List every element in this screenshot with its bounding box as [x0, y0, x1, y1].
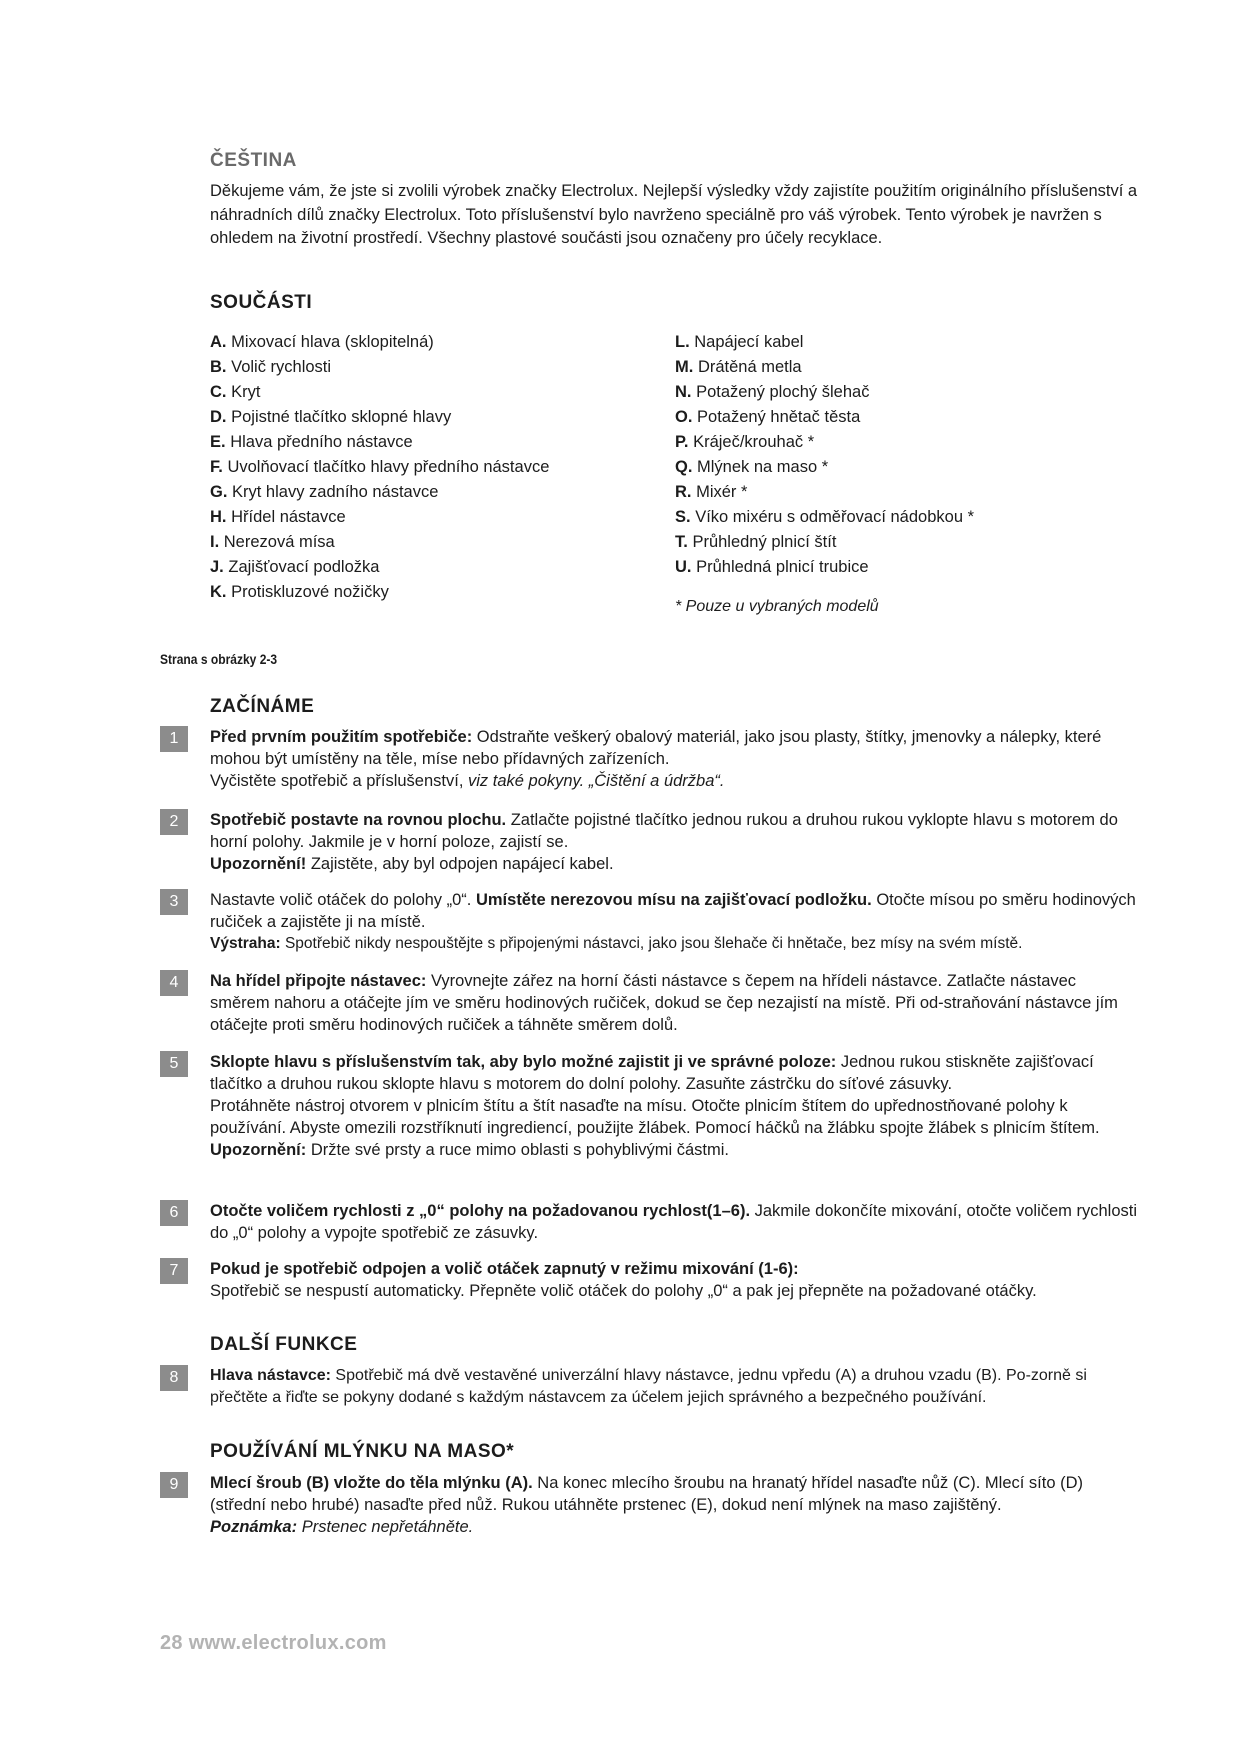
list-item: C. Kryt [210, 383, 261, 401]
list-item: G. Kryt hlavy zadního nástavce [210, 483, 439, 501]
list-item: H. Hřídel nástavce [210, 508, 346, 526]
step-number: 4 [160, 970, 188, 996]
step-number: 8 [160, 1365, 188, 1391]
list-item: T. Průhledný plnicí štít [675, 533, 837, 551]
step-number: 7 [160, 1258, 188, 1284]
list-item: L. Napájecí kabel [675, 333, 804, 351]
step-number: 5 [160, 1051, 188, 1077]
list-item: M. Drátěná metla [675, 358, 802, 376]
list-item: S. Víko mixéru s odměřovací nádobkou * [675, 508, 974, 526]
section-title-more: DALŠÍ FUNKCE [210, 1334, 358, 1355]
list-item: B. Volič rychlosti [210, 358, 332, 376]
list-item: E. Hlava předního nástavce [210, 433, 413, 451]
list-item: N. Potažený plochý šlehač [675, 383, 870, 401]
step-number: 3 [160, 889, 188, 915]
section-title-grinder: POUŽÍVÁNÍ MLÝNKU NA MASO* [210, 1441, 515, 1462]
step-number: 6 [160, 1200, 188, 1226]
list-item: I. Nerezová mísa [210, 533, 335, 551]
list-item: D. Pojistné tlačítko sklopné hlavy [210, 408, 452, 426]
page-footer: 28 www.electrolux.com [160, 1632, 387, 1654]
step-number: 9 [160, 1472, 188, 1498]
list-item: J. Zajišťovací podložka [210, 558, 380, 576]
section-title-start: ZAČÍNÁME [210, 696, 315, 717]
step-number: 1 [160, 726, 188, 752]
list-item: O. Potažený hnětač těsta [675, 408, 861, 426]
list-item: U. Průhledná plnicí trubice [675, 558, 869, 576]
list-item: Q. Mlýnek na maso * [675, 458, 829, 476]
list-item: R. Mixér * [675, 483, 748, 501]
parts-list-left [210, 330, 650, 605]
parts-list-right [675, 330, 1115, 580]
list-item: P. Kráječ/krouhač * [675, 433, 815, 451]
step-number: 2 [160, 809, 188, 835]
parts-title: SOUČÁSTI [210, 292, 313, 313]
language-title: ČEŠTINA [210, 150, 297, 171]
list-item: F. Uvolňovací tlačítko hlavy předního nástavce [210, 458, 550, 476]
manual-page: ČEŠTINA Děkujeme vám, že jste si zvolili výrobek značky Electrolux. Nejlepší výsledky vždy zajistíte použitím originálního příslušenství a náhradních dílů značky Electrolux. Toto příslušenství bylo navrženo speciálně pro váš výrobek. Tento výrobek je navržen s ohledem na životní prostředí. Všechny plastové součásti jsou označeny pro účely recyklace. SOUČÁSTI A. Mixovací hlava (sklopitelná) B. Volič rychlosti C. Kryt D. Pojistné tlačítko sklopné hlavy E. Hlava předního nástavce F. Uvolňovací tlačítko hlavy předního nástavce G. Kryt hlavy zadního nástavce H. Hřídel nástavce I. Nerezová mísa J. Zajišťovací podložka K. Protiskluzové nožičky L. Napájecí kabel M. Drátěná metla N. Potažený plochý šlehač O. Potažený hnětač těsta P. Kráječ/krouhač * Q. Mlýnek na maso * R. Mixér * S. Víko mixéru s odměřovací nádobkou * T. Průhledný plnicí štít U. Průhledná plnicí trubice * Pouze u vybraných modelů Strana s obrázky 2-3 ZAČÍNÁME 1 Před prvním použitím spotřebiče: Odstraňte veškerý obalový materiál, jako jsou plasty, štítky, jmenovky a nálepky, které mohou být umístěny na těle, míse nebo přídavných zařízeních. Vyčistěte spotřebič a příslušenství, viz také pokyny. „Čištění a údržba“. 2 Spotřebič postavte na rovnou plochu. Zatlačte pojistné tlačítko jednou rukou a druhou rukou vyklopte hlavu s motorem do horní polohy. Jakmile je v horní poloze, zajistí se. Upozornění! Zajistěte, aby byl odpojen napájecí kabel. 3 Nastavte volič otáček do polohy „0“. Umístěte nerezovou mísu na zajišťovací podložku. Otočte mísou po směru hodinových ručiček a zajistěte ji na místě. Výstraha: Spotřebič nikdy nespouštějte s připojenými nástavci, jako jsou šlehače či hnětače, bez mísy na svém místě. 4 Na hřídel připojte nástavec: Vyrovnejte zářez na horní části nástavce s čepem na hřídeli nástavce. Zatlačte nástavec směrem nahoru a otáčejte jím ve směru hodinových ručiček, dokud se čep nezajistí na místě. Při od-straňování nástavce jím otáčejte proti směru hodinových ručiček a táhněte směrem dolů. 5 Sklopte hlavu s příslušenstvím tak, aby bylo možné zajistit ji ve správné poloze: Jednou rukou stiskněte zajišťovací tlačítko a druhou rukou sklopte hlavu s motorem do dolní polohy. Zasuňte zástrčku do síťové zásuvky. Protáhněte nástroj otvorem v plnicím štítu a štít nasaďte na mísu. Otočte plnicím štítem do upřednostňované polohy k používání. Abyste omezili rozstříknutí ingrediencí, použijte žlábek. Pomocí háčků na žlábku spojte žlábek s plnicím štítem. Upozornění: Držte své prsty a ruce mimo oblasti s pohyblivými částmi. 6 Otočte voličem rychlosti z „0“ polohy na požadovanou rychlost(1–6). Jakmile dokončíte mixování, otočte voličem rychlosti do „0“ polohy a vypojte spotřebič ze zásuvky. 7 Pokud je spotřebič odpojen a volič otáček zapnutý v režimu mixování (1-6): Spotřebič se nespustí automaticky. Přepněte volič otáček do polohy „0“ a pak jej přepněte na požadované otáčky. DALŠÍ FUNKCE 8 Hlava nástavce: Spotřebič má dvě vestavěné univerzální hlavy nástavce, jednu vpředu (A) a druhou vzadu (B). Po-zorně si přečtěte a řiďte se pokyny dodané s každým nástavcem za účelem jejich správného a bezpečného používání. POUŽÍVÁNÍ MLÝNKU NA MASO* 9 Mlecí šroub (B) vložte do těla mlýnku (A). Na konec mlecího šroubu na hranatý hřídel nasaďte nůž (C). Mlecí síto (D) (střední nebo hrubé) nasaďte před nůž. Rukou utáhněte prstenec (E), dokud není mlýnek na maso zajištěný. Poznámka: Prstenec nepřetáhněte. 28 www.electrolux.com [0, 0, 1241, 1754]
list-item: K. Protiskluzové nožičky [210, 583, 389, 601]
list-item: A. Mixovací hlava (sklopitelná) [210, 333, 434, 351]
intro-paragraph: Děkujeme vám, že jste si zvolili výrobek značky Electrolux. Nejlepší výsledky vždy zajistíte použitím originálního příslušenství a náhradních dílů značky Electrolux. Toto příslušenství bylo navrženo speciálně pro váš výrobek. Tento výrobek je navržen s ohledem na životní prostředí. Všechny plastové součásti jsou označeny pro účely recyklace. [210, 182, 1138, 247]
parts-footnote: * Pouze u vybraných modelů [675, 598, 879, 615]
figure-page-note: Strana s obrázky 2-3 [160, 651, 278, 667]
